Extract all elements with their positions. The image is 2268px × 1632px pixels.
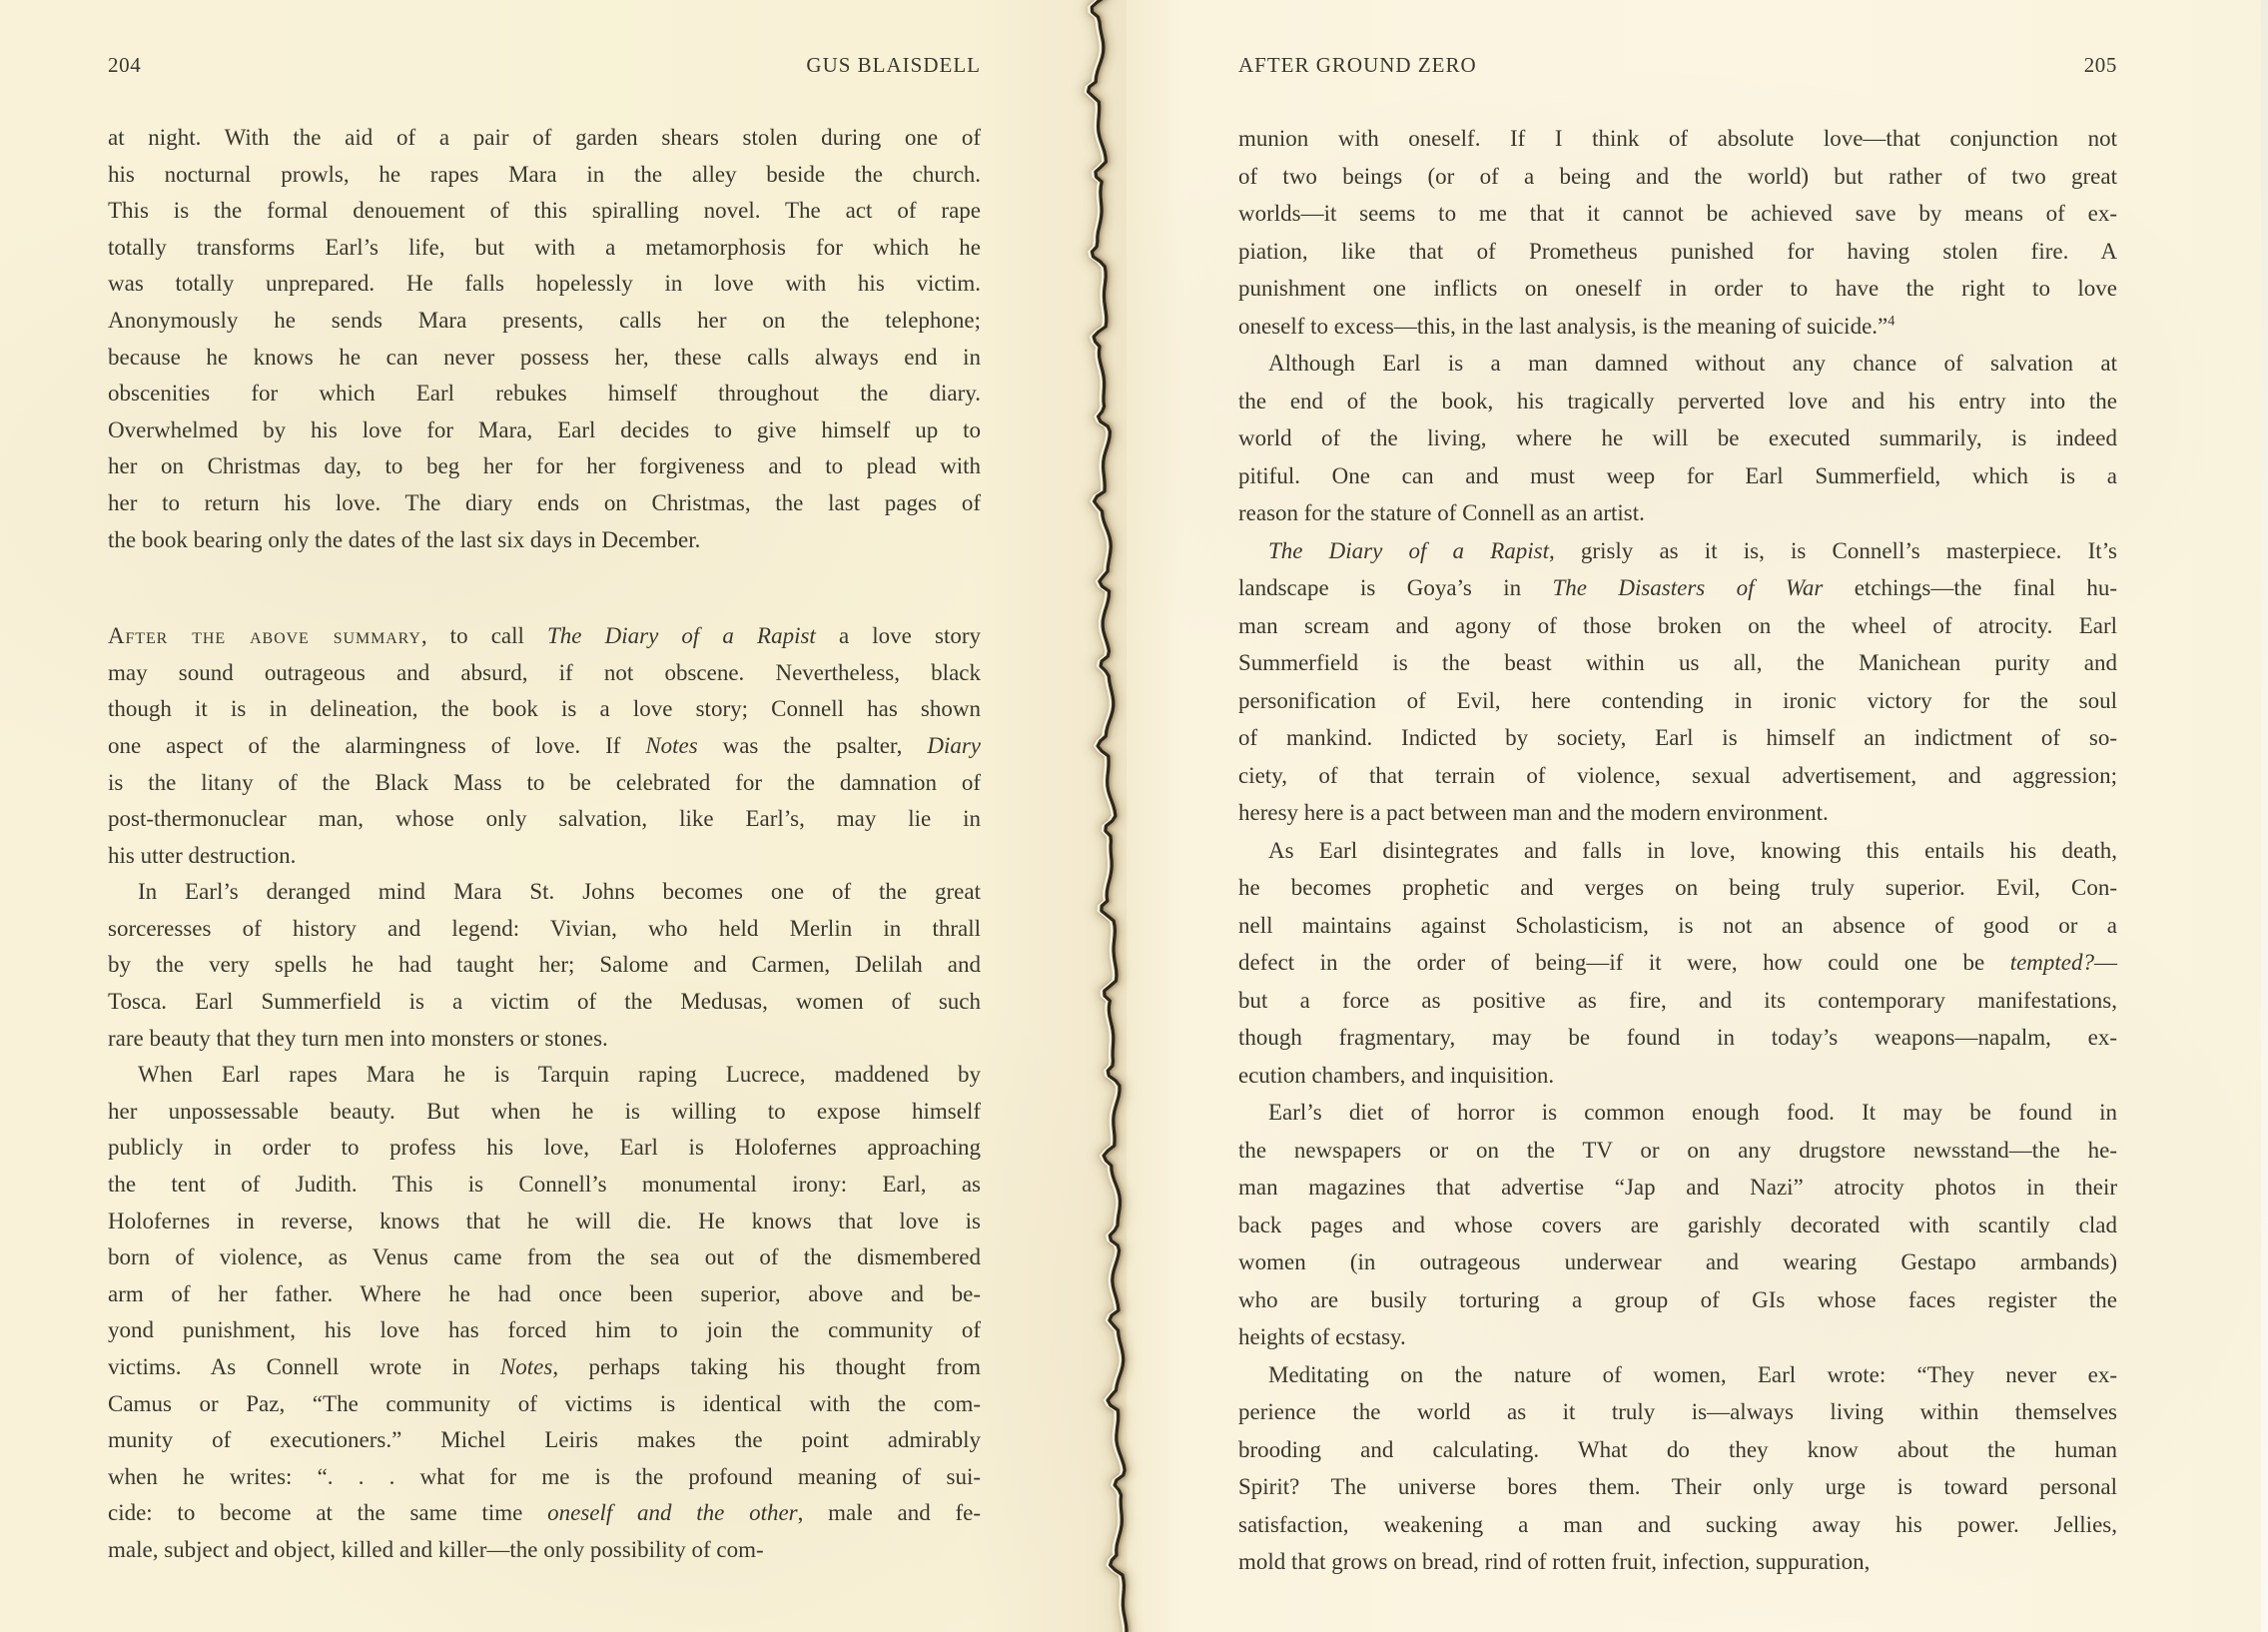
text-segment: Diary	[927, 732, 981, 758]
text-line	[1238, 419, 2117, 457]
text-segment: grisly as it is, is Connell’s masterpiece. It’s	[1554, 537, 2117, 563]
text-line	[108, 157, 981, 194]
text-line	[108, 412, 981, 449]
text-line	[108, 522, 981, 559]
text-segment: The Diary of a Rapist	[547, 623, 816, 649]
text-segment: the newspapers or on the TV or on any drugstore newsstand—the he-	[1238, 1137, 2117, 1163]
text-segment: heights of ecstasy.	[1238, 1324, 1406, 1349]
text-line	[1238, 1207, 2117, 1244]
text-segment: at night. With the aid of a pair of garden shears stolen during one of	[108, 125, 981, 150]
text-segment: personification of Evil, here contending in ironic victory for the soul	[1238, 687, 2117, 713]
text-segment: post-thermonuclear man, whose only salvation, like Earl’s, may lie in	[108, 806, 981, 832]
text-line	[1238, 532, 2117, 570]
text-line	[1238, 682, 2117, 720]
text-segment: victims. As Connell wrote in	[108, 1354, 500, 1379]
text-segment: her unpossessable beauty. But when he is willing to expose himself	[108, 1098, 981, 1124]
text-line	[108, 1167, 981, 1204]
torn-gutter-edge	[1071, 0, 1186, 1632]
text-line	[108, 801, 981, 838]
paragraph	[108, 618, 981, 874]
text-segment: worlds—it seems to me that it cannot be achieved save by means of ex-	[1238, 201, 2117, 226]
text-line	[108, 230, 981, 267]
text-segment: Summerfield is the beast within us all, the Manichean purity and	[1238, 650, 2117, 675]
text-line	[108, 765, 981, 802]
text-line	[1238, 719, 2117, 757]
text-segment: though fragmentary, may be found in today’s weapons—napalm, ex-	[1238, 1025, 2117, 1050]
right-page-column	[1238, 52, 2117, 1581]
text-segment: oneself and the other	[547, 1500, 798, 1526]
text-segment: his utter destruction.	[108, 842, 297, 868]
text-segment: her to return his love. The diary ends on Christmas, the last pages of	[108, 489, 981, 515]
text-line	[1238, 308, 2117, 346]
text-segment: defect in the order of being—if it were, how could one be	[1238, 950, 2010, 975]
text-segment: his nocturnal prowls, he rapes Mara in the alley beside the church.	[108, 161, 981, 187]
text-line	[1238, 1019, 2117, 1057]
text-line	[108, 838, 981, 875]
text-segment: 4	[1888, 312, 1895, 329]
text-segment: In Earl’s deranged mind Mara St. Johns becomes one of the great	[138, 879, 981, 905]
right-running-head-row	[1238, 52, 2117, 79]
text-line	[1238, 1281, 2117, 1319]
text-line	[108, 193, 981, 230]
scan-edge-strip	[2261, 0, 2268, 1632]
text-line	[108, 1312, 981, 1349]
text-line	[1238, 270, 2117, 308]
text-line	[1238, 1506, 2117, 1544]
text-segment: heresy here is a pact between man and the modern environment.	[1238, 800, 1829, 825]
text-line	[108, 376, 981, 412]
text-line	[108, 911, 981, 948]
text-segment: back pages and whose covers are garishly decorated with scantily clad	[1238, 1212, 2117, 1237]
text-segment: was totally unprepared. He falls hopelessly in love with his victim.	[108, 271, 981, 297]
text-line	[1238, 569, 2117, 607]
text-segment: he becomes prophetic and verges on being truly superior. Evil, Con-	[1238, 875, 2117, 900]
text-segment: Notes	[645, 732, 698, 758]
left-running-head: GUS BLAISDELL	[806, 53, 981, 77]
text-segment: The Disasters of War	[1552, 575, 1824, 600]
text-segment: yond punishment, his love has forced him to join the community of	[108, 1317, 981, 1343]
right-page	[1127, 0, 2268, 1632]
text-segment: of mankind. Indicted by society, Earl is himself an indictment of so-	[1238, 725, 2117, 750]
text-line	[1238, 1543, 2117, 1581]
text-segment: though it is in delineation, the book is a love story; Connell has shown	[108, 696, 981, 722]
text-line	[1238, 120, 2117, 158]
text-segment: , perhaps taking his thought from	[552, 1354, 981, 1379]
text-line	[108, 874, 981, 911]
text-line	[108, 984, 981, 1021]
text-line	[108, 618, 981, 655]
paragraph	[1238, 532, 2117, 832]
left-page-number: 204	[108, 53, 142, 77]
text-line	[108, 1021, 981, 1058]
text-segment: obscenities for which Earl rebukes himself throughout the diary.	[108, 381, 981, 407]
text-segment: world of the living, where he will be executed summarily, is indeed	[1238, 425, 2117, 450]
text-segment: Although Earl is a man damned without any chance of salvation at	[1268, 351, 2117, 376]
text-segment: is the litany of the Black Mass to be celebrated for the damnation of	[108, 769, 981, 795]
text-segment: who are busily torturing a group of GIs whose faces register the	[1238, 1286, 2117, 1312]
text-line	[108, 340, 981, 377]
text-line	[108, 448, 981, 485]
text-segment: Camus or Paz, “The community of victims is identical with the com-	[108, 1390, 981, 1416]
text-line	[108, 1532, 981, 1569]
text-segment: women (in outrageous underwear and wearing Gestapo armbands)	[1238, 1249, 2117, 1274]
text-line	[108, 947, 981, 984]
text-segment: may sound outrageous and absurd, if not obscene. Nevertheless, black	[108, 659, 981, 685]
text-line	[1238, 644, 2117, 682]
text-segment: satisfaction, weakening a man and sucking away his power. Jellies,	[1238, 1511, 2117, 1537]
text-line	[108, 1057, 981, 1094]
text-line	[1238, 383, 2117, 420]
text-line	[108, 266, 981, 303]
text-segment: oneself to excess—this, in the last analysis, is the meaning of suicide.”	[1238, 313, 1889, 339]
text-line	[1238, 982, 2117, 1020]
left-page-column	[108, 52, 981, 1569]
text-segment: of two beings (or of a being and the world) but rather of two great	[1238, 163, 2117, 189]
text-segment: piation, like that of Prometheus punished for having stolen fire. A	[1238, 238, 2117, 264]
text-segment: , to call	[420, 623, 548, 649]
text-line	[1238, 1468, 2117, 1506]
text-line	[1238, 794, 2117, 832]
paragraph	[1238, 1094, 2117, 1356]
text-segment: because he knows he can never possess her, these calls always end in	[108, 344, 981, 370]
text-segment: man magazines that advertise “Jap and Nazi” atrocity photos in their	[1238, 1175, 2117, 1200]
left-running-head-row	[108, 52, 981, 79]
text-segment: tempted?	[2009, 950, 2094, 975]
text-segment: publicly in order to profess his love, Earl is Holofernes approaching	[108, 1135, 981, 1161]
text-segment: the tent of Judith. This is Connell’s monumental irony: Earl, as	[108, 1172, 981, 1198]
text-segment: Tosca. Earl Summerfield is a victim of the Medusas, women of such	[108, 989, 981, 1015]
text-line	[1238, 1169, 2117, 1207]
text-line	[1238, 457, 2117, 495]
text-segment: When Earl rapes Mara he is Tarquin raping Lucrece, maddened by	[138, 1062, 981, 1088]
text-line	[1238, 869, 2117, 907]
text-line	[108, 728, 981, 765]
paragraph	[108, 120, 981, 558]
text-line	[1238, 345, 2117, 383]
text-segment: her on Christmas day, to beg her for her forgiveness and to plead with	[108, 453, 981, 479]
text-segment: was the psalter,	[697, 732, 928, 758]
text-segment: landscape is Goya’s in	[1238, 575, 1553, 600]
text-line	[1238, 757, 2117, 795]
text-segment: nell maintains against Scholasticism, is not an absence of good or a	[1238, 912, 2117, 938]
text-segment: , male and fe-	[797, 1500, 982, 1526]
text-line	[108, 1349, 981, 1386]
text-line	[1238, 1094, 2117, 1132]
paragraph	[108, 874, 981, 1057]
right-page-text	[1238, 120, 2117, 1581]
text-segment: mold that grows on bread, rind of rotten fruit, infection, suppuration,	[1238, 1549, 1871, 1574]
right-running-head: AFTER GROUND ZERO	[1238, 53, 1477, 77]
text-line	[1238, 832, 2117, 870]
text-segment: This is the formal denouement of this spiralling novel. The act of rape	[108, 198, 981, 224]
text-segment: a love story	[815, 623, 981, 649]
text-line	[1238, 494, 2117, 532]
text-segment: After the above summary	[108, 623, 421, 649]
text-segment: when he writes: “. . . what for me is the profound meaning of sui-	[108, 1463, 981, 1489]
text-line	[1238, 233, 2117, 271]
text-segment: pitiful. One can and must weep for Earl Summerfield, which is a	[1238, 462, 2117, 488]
text-line	[1238, 1318, 2117, 1356]
text-segment: totally transforms Earl’s life, but with a metamorphosis for which he	[108, 234, 981, 260]
text-line	[1238, 944, 2117, 982]
text-segment: munity of executioners.” Michel Leiris makes the point admirably	[108, 1427, 981, 1453]
text-segment: born of violence, as Venus came from the sea out of the dismembered	[108, 1244, 981, 1270]
left-page	[0, 0, 1127, 1632]
text-line	[108, 1422, 981, 1459]
text-segment: sorceresses of history and legend: Vivian, who held Merlin in thrall	[108, 915, 981, 941]
text-line	[108, 120, 981, 157]
text-line	[1238, 1393, 2117, 1431]
right-page-number: 205	[2083, 53, 2117, 77]
paragraph	[1238, 1356, 2117, 1581]
text-segment: Holofernes in reverse, knows that he will die. He knows that love is	[108, 1208, 981, 1233]
text-segment: but a force as positive as fire, and its contemporary manifestations,	[1238, 987, 2117, 1013]
text-segment: Overwhelmed by his love for Mara, Earl decides to give himself up to	[108, 416, 981, 442]
text-segment: Notes	[499, 1354, 553, 1379]
paragraph	[108, 1057, 981, 1568]
text-segment: Anonymously he sends Mara presents, calls her on the telephone;	[108, 307, 981, 333]
text-line	[108, 1239, 981, 1276]
text-segment: perience the world as it truly is—always living within themselves	[1238, 1399, 2117, 1424]
text-line	[1238, 907, 2117, 945]
text-line	[1238, 607, 2117, 645]
text-line	[1238, 1431, 2117, 1469]
text-line	[1238, 1243, 2117, 1281]
text-segment: etchings—the final hu-	[1823, 575, 2117, 600]
text-segment: Earl’s diet of horror is common enough food. It may be found in	[1268, 1100, 2117, 1125]
text-segment: one aspect of the alarmingness of love. If	[108, 732, 646, 758]
text-line	[108, 1459, 981, 1496]
left-page-text	[108, 120, 981, 1569]
text-line	[108, 485, 981, 522]
text-segment: the end of the book, his tragically perverted love and his entry into the	[1238, 388, 2117, 413]
text-segment: reason for the stature of Connell as an artist.	[1238, 500, 1645, 525]
text-line	[108, 1276, 981, 1313]
text-segment: The Diary of a Rapist,	[1268, 537, 1555, 563]
text-segment: the book bearing only the dates of the last six days in December.	[108, 526, 701, 552]
text-line	[108, 1204, 981, 1240]
text-segment: cide: to become at the same time	[108, 1500, 548, 1526]
text-segment: arm of her father. Where he had once been superior, above and be-	[108, 1280, 981, 1306]
text-line	[108, 1094, 981, 1131]
paragraph	[1238, 832, 2117, 1095]
text-segment: munion with oneself. If I think of absolute love—that conjunction not	[1238, 126, 2117, 151]
text-line	[1238, 1356, 2117, 1394]
text-line	[108, 655, 981, 692]
text-line	[108, 1130, 981, 1167]
text-segment: Meditating on the nature of women, Earl wrote: “They never ex-	[1268, 1361, 2117, 1387]
text-line	[108, 691, 981, 728]
text-segment: man scream and agony of those broken on the wheel of atrocity. Earl	[1238, 612, 2117, 638]
text-line	[108, 1495, 981, 1532]
text-segment: brooding and calculating. What do they know about the human	[1238, 1436, 2117, 1462]
paragraph	[1238, 345, 2117, 532]
text-segment: ciety, of that terrain of violence, sexual advertisement, and aggression;	[1238, 762, 2117, 788]
text-line	[108, 1386, 981, 1423]
text-segment: rare beauty that they turn men into monsters or stones.	[108, 1025, 608, 1051]
text-segment: —	[2094, 950, 2117, 975]
text-segment: Spirit? The universe bores them. Their only urge is toward personal	[1238, 1474, 2117, 1499]
text-segment: ecution chambers, and inquisition.	[1238, 1062, 1555, 1088]
text-line	[1238, 158, 2117, 196]
text-line	[1238, 1057, 2117, 1095]
paragraph	[1238, 120, 2117, 345]
text-segment: male, subject and object, killed and killer—the only possibility of com-	[108, 1536, 764, 1562]
text-segment: punishment one inflicts on oneself in order to have the right to love	[1238, 276, 2117, 301]
text-line	[108, 303, 981, 340]
text-segment: As Earl disintegrates and falls in love, knowing this entails his death,	[1268, 837, 2117, 863]
text-segment: by the very spells he had taught her; Salome and Carmen, Delilah and	[108, 952, 981, 978]
text-line	[1238, 1132, 2117, 1170]
text-line	[1238, 195, 2117, 233]
